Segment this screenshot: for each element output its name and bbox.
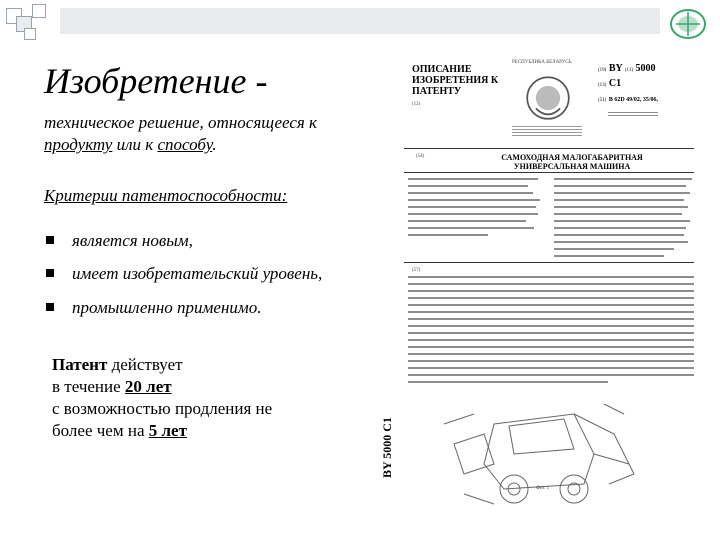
patent-document-image (394, 50, 702, 540)
definition-prefix: техническое решение, относящееся к (44, 113, 317, 132)
bullet-text: имеет изобретательский уровень, (72, 264, 323, 283)
definition-end: . (212, 135, 217, 154)
patent-line2-prefix: в течение (52, 377, 121, 396)
patent-term-years: 20 лет (124, 377, 172, 396)
doc-rule (404, 262, 694, 263)
doc-office-caption (512, 124, 582, 136)
doc-country: BY (608, 63, 623, 74)
doc-side-id: BY 5000 C1 (380, 417, 394, 478)
slide-title: Изобретение - (44, 61, 268, 101)
doc-ipc: B 62D 49/02, 35/06, (608, 97, 659, 103)
definition-method: способу (157, 135, 213, 154)
definition-or: или к (116, 135, 154, 154)
doc-invention-title: САМОХОДНАЯ МАЛОГАБАРИТНАЯ УНИВЕРСАЛЬНАЯ МАШИНА (501, 153, 643, 171)
doc-rule (404, 172, 694, 173)
coat-of-arms-icon (522, 72, 574, 124)
bullet-text: является новым, (72, 231, 193, 250)
bullet-item (46, 231, 193, 251)
doc-ipc-more (608, 110, 658, 116)
patent-extension-years: 5 лет (148, 421, 187, 440)
bullet-square-icon (46, 236, 54, 244)
doc-code-54: (54) (416, 154, 425, 159)
definition-product: продукту (44, 135, 113, 154)
criteria-heading: Критерии патентоспособности: (44, 186, 288, 205)
patent-line3: с возможностью продления не (52, 399, 273, 418)
slide-header-decoration (0, 0, 720, 42)
decor-square (32, 4, 46, 18)
definition-text (44, 112, 384, 156)
doc-rule (404, 148, 694, 149)
doc-code-11: (11) (624, 68, 634, 73)
machine-drawing-figure (434, 394, 654, 514)
doc-republic: РЕСПУБЛИКА БЕЛАРУСЬ (512, 60, 572, 65)
doc-number-block (598, 62, 658, 107)
bullet-text: промышленно применимо. (72, 298, 262, 317)
patent-line1: действует (111, 355, 183, 374)
doc-header: ОПИСАНИЕ ИЗОБРЕТЕНИЯ К ПАТЕНТУ (412, 64, 499, 97)
doc-code-51: (51) (598, 98, 607, 103)
bullet-square-icon (46, 269, 54, 277)
patent-word: Патент (52, 355, 108, 374)
doc-number: 5000 (635, 63, 656, 74)
doc-kind: C1 (608, 78, 622, 89)
patent-line4-prefix: более чем на (52, 421, 145, 440)
bullet-square-icon (46, 303, 54, 311)
bullet-item (46, 298, 261, 318)
header-strip (60, 8, 660, 34)
bullet-item (46, 264, 322, 284)
decor-square (24, 28, 36, 40)
doc-code-12: (12) (412, 102, 421, 107)
patent-term-text (52, 354, 324, 442)
doc-code-57: (57) (412, 268, 421, 273)
doc-code-13: (13) (598, 83, 607, 88)
figure-caption: Фиг. 1 (536, 486, 550, 491)
globe-logo-icon (668, 4, 708, 44)
doc-code-19: (19) (598, 68, 607, 73)
